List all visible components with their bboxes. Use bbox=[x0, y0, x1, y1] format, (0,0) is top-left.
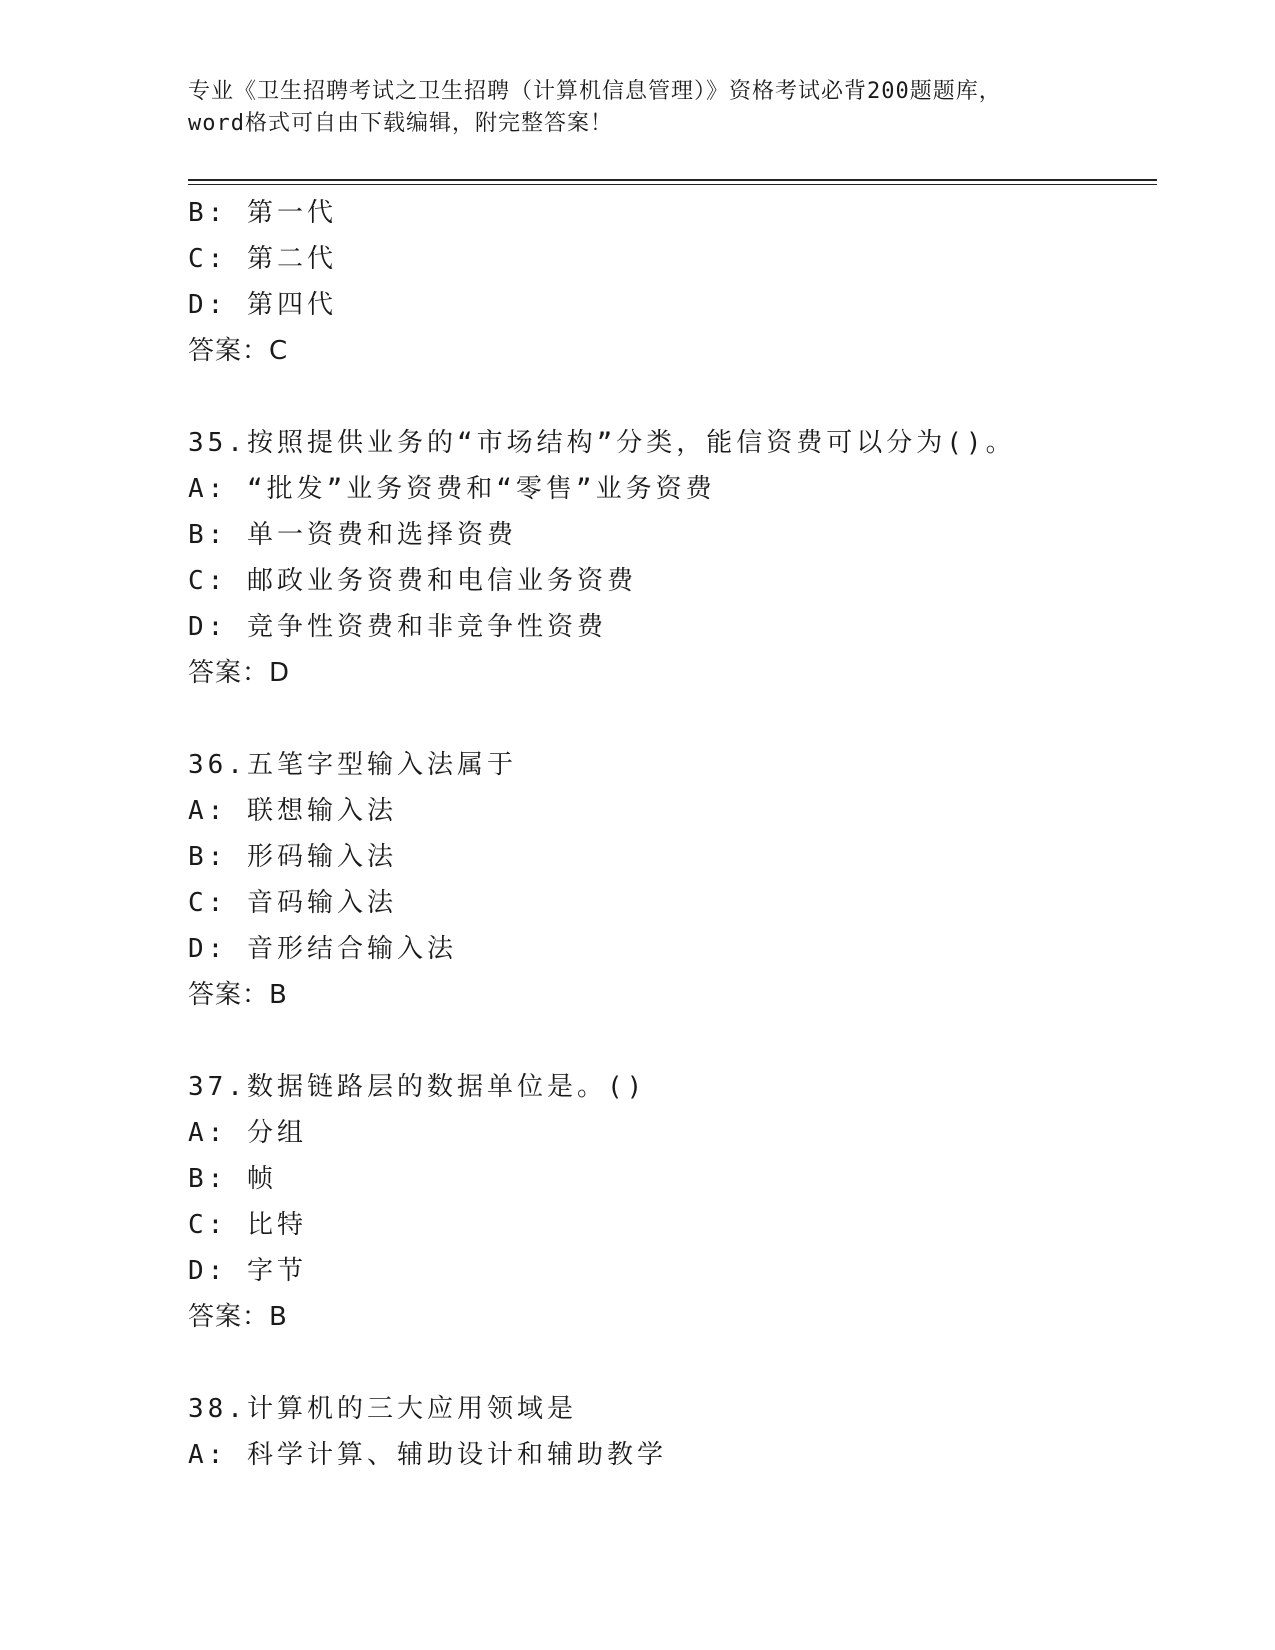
question-34-tail bbox=[188, 190, 1157, 374]
option-b: B: 单一资费和选择资费 bbox=[188, 520, 517, 550]
question-37 bbox=[188, 1064, 1157, 1340]
option-b: B: 第一代 bbox=[188, 198, 337, 228]
spacer bbox=[188, 374, 1157, 420]
question-38 bbox=[188, 1386, 1157, 1478]
option-a: A: 联想输入法 bbox=[188, 796, 397, 826]
option-d: D: 字节 bbox=[188, 1256, 307, 1286]
question-text: 36.五笔字型输入法属于 bbox=[188, 750, 517, 780]
answer: 答案：C bbox=[188, 336, 289, 366]
question-text: 38.计算机的三大应用领域是 bbox=[188, 1394, 577, 1424]
option-d: D: 音形结合输入法 bbox=[188, 934, 457, 964]
answer: 答案：B bbox=[188, 1302, 288, 1332]
document-header bbox=[188, 76, 1088, 140]
option-a: A: 分组 bbox=[188, 1118, 307, 1148]
option-b: B: 形码输入法 bbox=[188, 842, 397, 872]
header-title-line-2: word格式可自由下载编辑，附完整答案！ bbox=[188, 111, 613, 136]
question-text: 37.数据链路层的数据单位是。() bbox=[188, 1072, 647, 1102]
answer: 答案：B bbox=[188, 980, 288, 1010]
spacer bbox=[188, 1018, 1157, 1064]
option-d: D: 竞争性资费和非竞争性资费 bbox=[188, 612, 607, 642]
question-list bbox=[188, 190, 1157, 1478]
header-divider bbox=[188, 179, 1157, 185]
option-c: C: 邮政业务资费和电信业务资费 bbox=[188, 566, 637, 596]
question-35 bbox=[188, 420, 1157, 696]
option-c: C: 比特 bbox=[188, 1210, 307, 1240]
spacer bbox=[188, 1340, 1157, 1386]
option-d: D: 第四代 bbox=[188, 290, 337, 320]
header-title-line-1: 专业《卫生招聘考试之卫生招聘（计算机信息管理）》资格考试必背200题题库， bbox=[188, 79, 1002, 104]
answer: 答案：D bbox=[188, 658, 291, 688]
spacer bbox=[188, 696, 1157, 742]
option-b: B: 帧 bbox=[188, 1164, 277, 1194]
option-c: C: 第二代 bbox=[188, 244, 337, 274]
question-text: 35.按照提供业务的“市场结构”分类，能信资费可以分为()。 bbox=[188, 428, 1016, 458]
question-36 bbox=[188, 742, 1157, 1018]
option-a: A: 科学计算、辅助设计和辅助教学 bbox=[188, 1440, 667, 1470]
option-a: A: “批发”业务资费和“零售”业务资费 bbox=[188, 474, 716, 504]
option-c: C: 音码输入法 bbox=[188, 888, 397, 918]
